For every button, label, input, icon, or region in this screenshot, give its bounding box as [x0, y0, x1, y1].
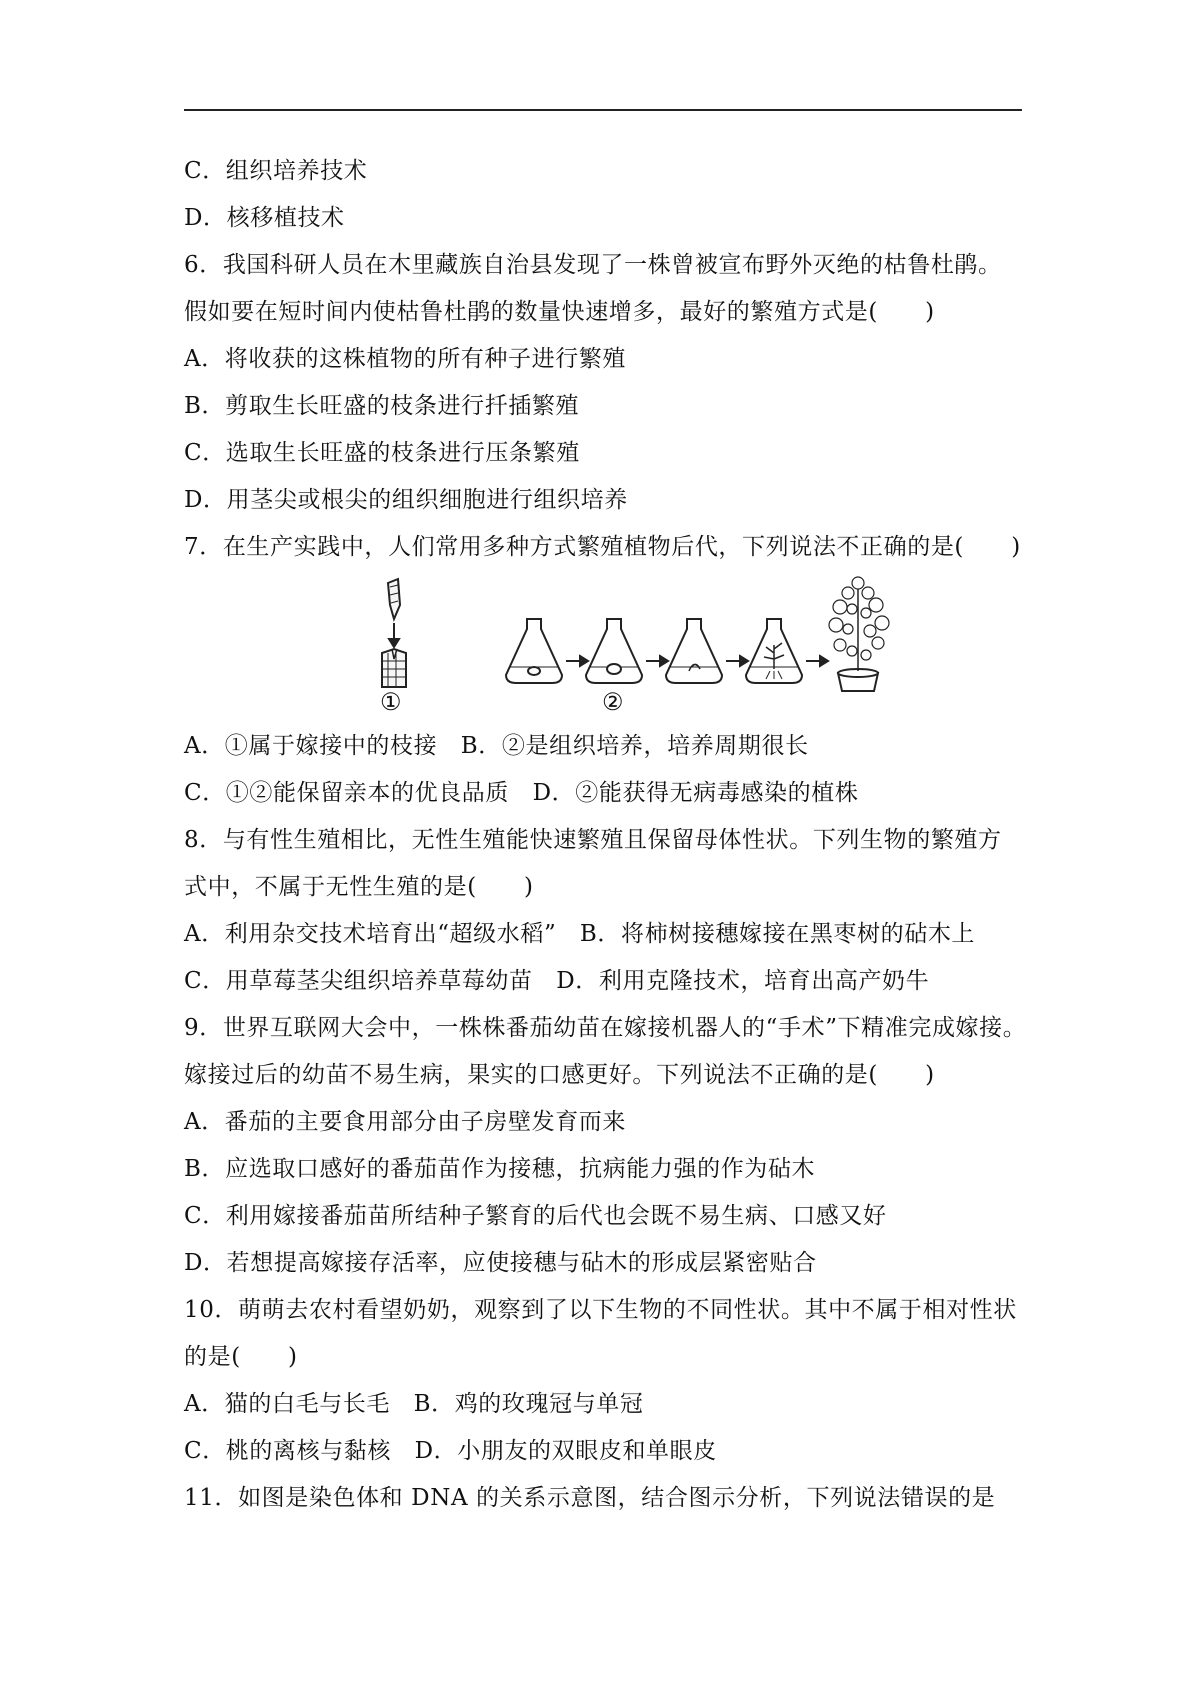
option-5c: C．组织培养技术	[184, 158, 368, 184]
question-6-stem-1: 6．我国科研人员在木里藏族自治县发现了一株曾被宣布野外灭绝的枯鲁杜鹃。	[184, 252, 1002, 278]
option-6d: D．用茎尖或根尖的组织细胞进行组织培养	[184, 487, 628, 513]
figure-label-1: ①	[380, 688, 402, 716]
option-9d: D．若想提高嫁接存活率，应使接穗与砧木的形成层紧密贴合	[184, 1250, 817, 1276]
question-9-stem-1: 9．世界互联网大会中，一株株番茄幼苗在嫁接机器人的“手术”下精准完成嫁接。	[184, 1015, 1027, 1041]
option-9b: B．应选取口感好的番茄苗作为接穗，抗病能力强的作为砧木	[184, 1156, 816, 1182]
question-10-stem-1: 10．萌萌去农村看望奶奶，观察到了以下生物的不同性状。其中不属于相对性状	[184, 1297, 1017, 1323]
option-5d: D．核移植技术	[184, 205, 345, 231]
question-9-stem-2: 嫁接过后的幼苗不易生病，果实的口感更好。下列说法不正确的是( )	[184, 1062, 935, 1088]
tissue-culture-illustration	[506, 577, 889, 691]
option-6b: B．剪取生长旺盛的枝条进行扦插繁殖	[184, 393, 580, 419]
header-rule	[184, 109, 1022, 111]
question-7-stem: 7．在生产实践中，人们常用多种方式繁殖植物后代，下列说法不正确的是( )	[184, 534, 1021, 560]
option-8cd: C．用草莓茎尖组织培养草莓幼苗 D．利用克隆技术，培育出高产奶牛	[184, 968, 930, 994]
option-8ab: A．利用杂交技术培育出“超级水稻” B．将柿树接穗嫁接在黑枣树的砧木上	[184, 921, 976, 947]
question-11-stem: 11．如图是染色体和 DNA 的关系示意图，结合图示分析，下列说法错误的是	[184, 1485, 996, 1511]
question-8-stem-2: 式中，不属于无性生殖的是( )	[184, 874, 534, 900]
option-7ab: A．①属于嫁接中的枝接 B．②是组织培养，培养周期很长	[184, 733, 809, 759]
option-10ab: A．猫的白毛与长毛 B．鸡的玫瑰冠与单冠	[184, 1391, 644, 1417]
option-6a: A．将收获的这株植物的所有种子进行繁殖	[184, 346, 627, 372]
question-8-stem-1: 8．与有性生殖相比，无性生殖能快速繁殖且保留母体性状。下列生物的繁殖方	[184, 827, 1002, 853]
option-6c: C．选取生长旺盛的枝条进行压条繁殖	[184, 440, 580, 466]
question-10-stem-2: 的是( )	[184, 1344, 298, 1370]
option-10cd: C．桃的离核与黏核 D．小朋友的双眼皮和单眼皮	[184, 1438, 717, 1464]
grafting-illustration	[382, 579, 406, 687]
figure-label-2: ②	[602, 688, 624, 716]
question-6-stem-2: 假如要在短时间内使枯鲁杜鹃的数量快速增多，最好的繁殖方式是( )	[184, 299, 935, 325]
option-7cd: C．①②能保留亲本的优良品质 D．②能获得无病毒感染的植株	[184, 780, 859, 806]
page-content	[184, 148, 1026, 1522]
propagation-figure	[184, 575, 1026, 723]
option-9c: C．利用嫁接番茄苗所结种子繁育的后代也会既不易生病、口感又好	[184, 1203, 887, 1229]
option-9a: A．番茄的主要食用部分由子房壁发育而来	[184, 1109, 627, 1135]
